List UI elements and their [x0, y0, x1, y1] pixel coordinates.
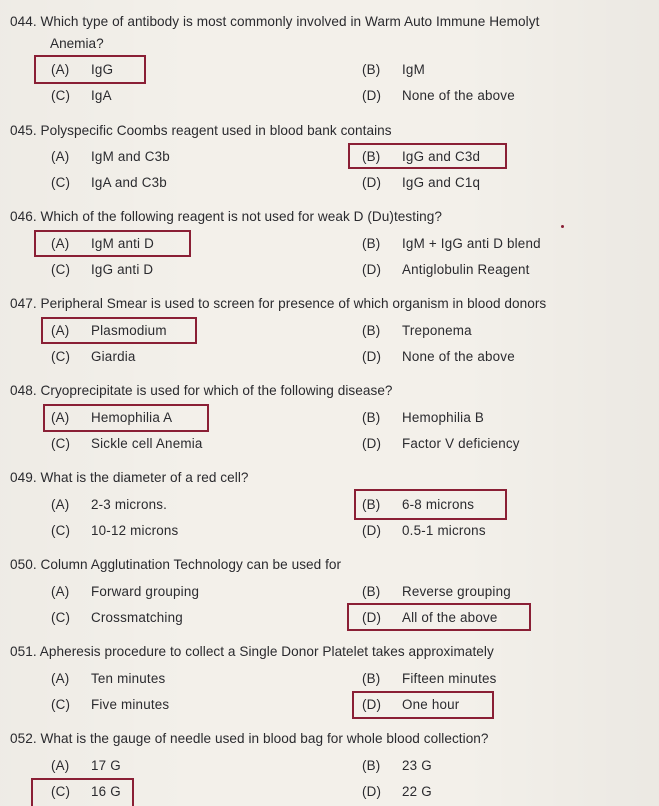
question-number: 049.	[10, 470, 37, 485]
answer-highlight-box	[43, 404, 209, 432]
option-letter: (D)	[362, 262, 382, 277]
option-label: Five minutes	[91, 697, 170, 712]
option-label: Hemophilia A	[91, 410, 173, 425]
option-letter: (C)	[51, 436, 71, 451]
option-letter: (B)	[362, 758, 381, 773]
option-b[interactable]	[362, 583, 511, 601]
option-label: None of the above	[402, 88, 515, 103]
question-number: 046.	[10, 209, 37, 224]
option-c[interactable]	[51, 522, 178, 540]
question-text	[10, 13, 539, 31]
option-label: 10-12 microns	[91, 523, 179, 538]
option-label: Treponema	[402, 323, 472, 338]
option-label: One hour	[402, 697, 460, 712]
option-label: 2-3 microns.	[91, 497, 168, 512]
option-d[interactable]	[362, 261, 530, 279]
question-text	[10, 643, 494, 661]
answer-highlight-box	[31, 778, 134, 806]
option-a[interactable]	[51, 757, 121, 775]
answer-highlight-box	[347, 603, 531, 631]
question-text	[10, 556, 341, 574]
option-d[interactable]	[362, 174, 480, 192]
option-letter: (A)	[51, 62, 70, 77]
option-label: IgA and C3b	[91, 175, 167, 190]
option-letter: (D)	[362, 436, 382, 451]
option-label: IgM + IgG anti D blend	[402, 236, 541, 251]
option-a[interactable]	[51, 148, 170, 166]
option-b[interactable]	[362, 670, 497, 688]
option-letter: (A)	[51, 236, 70, 251]
option-label: All of the above	[402, 610, 498, 625]
option-letter: (A)	[51, 149, 70, 164]
option-letter: (A)	[51, 758, 70, 773]
option-letter: (D)	[362, 697, 382, 712]
option-label: Giardia	[91, 349, 136, 364]
option-label: Hemophilia B	[402, 410, 485, 425]
option-a[interactable]	[51, 496, 167, 514]
option-letter: (C)	[51, 784, 71, 799]
question-text	[10, 730, 489, 748]
option-d[interactable]	[362, 87, 515, 105]
question-number: 047.	[10, 296, 37, 311]
option-c[interactable]	[51, 174, 167, 192]
option-c[interactable]	[51, 696, 169, 714]
option-letter: (D)	[362, 610, 382, 625]
option-label: Factor V deficiency	[402, 436, 520, 451]
question-stem: Which type of antibody is most commonly involved in Warm Auto Immune Hemolyt	[40, 14, 540, 29]
option-letter: (D)	[362, 523, 382, 538]
option-a[interactable]	[51, 583, 199, 601]
question-text	[10, 382, 393, 400]
option-label: Fifteen minutes	[402, 671, 497, 686]
question-number: 048.	[10, 383, 37, 398]
option-letter: (B)	[362, 62, 381, 77]
option-c[interactable]	[51, 609, 183, 627]
option-label: IgG	[91, 62, 114, 77]
question-text	[10, 208, 442, 226]
option-letter: (A)	[51, 323, 70, 338]
question-stem: Cryoprecipitate is used for which of the following disease?	[40, 383, 393, 398]
option-letter: (B)	[362, 671, 381, 686]
option-label: Forward grouping	[91, 584, 200, 599]
option-letter: (B)	[362, 149, 381, 164]
option-letter: (C)	[51, 175, 71, 190]
question-stem: What is the diameter of a red cell?	[40, 470, 249, 485]
answer-highlight-box	[348, 143, 507, 169]
option-d[interactable]	[362, 783, 432, 801]
option-label: Sickle cell Anemia	[91, 436, 203, 451]
question-number: 044.	[10, 14, 37, 29]
option-letter: (C)	[51, 523, 71, 538]
option-b[interactable]	[362, 409, 484, 427]
option-b[interactable]	[362, 757, 432, 775]
option-label: Plasmodium	[91, 323, 167, 338]
question-text	[10, 469, 249, 487]
option-letter: (C)	[51, 697, 71, 712]
option-d[interactable]	[362, 522, 486, 540]
option-label: None of the above	[402, 349, 515, 364]
option-letter: (A)	[51, 497, 70, 512]
option-letter: (C)	[51, 262, 71, 277]
option-letter: (B)	[362, 584, 381, 599]
option-letter: (D)	[362, 88, 382, 103]
option-label: 22 G	[402, 784, 432, 799]
answer-highlight-box	[354, 489, 507, 520]
option-d[interactable]	[362, 435, 520, 453]
question-stem: What is the gauge of needle used in blood bag for whole blood collection?	[40, 731, 489, 746]
option-label: 16 G	[91, 784, 121, 799]
option-b[interactable]	[362, 61, 425, 79]
question-stem: Peripheral Smear is used to screen for presence of which organism in blood donors	[40, 296, 547, 311]
question-number: 045.	[10, 123, 37, 138]
answer-highlight-box	[352, 691, 494, 719]
option-letter: (B)	[362, 236, 381, 251]
question-stem-continued: Anemia?	[50, 36, 104, 51]
option-c[interactable]	[51, 348, 136, 366]
option-letter: (B)	[362, 497, 381, 512]
option-letter: (C)	[51, 349, 71, 364]
option-letter: (C)	[51, 610, 71, 625]
question-number: 050.	[10, 557, 37, 572]
option-label: IgM anti D	[91, 236, 155, 251]
question-number: 051.	[10, 644, 37, 659]
option-label: 23 G	[402, 758, 432, 773]
option-d[interactable]	[362, 348, 515, 366]
option-label: Crossmatching	[91, 610, 183, 625]
option-c[interactable]	[51, 435, 203, 453]
option-label: 0.5-1 microns	[402, 523, 486, 538]
option-c[interactable]	[51, 261, 153, 279]
option-label: 6-8 microns	[402, 497, 475, 512]
answer-highlight-box	[34, 230, 191, 257]
option-letter: (A)	[51, 584, 70, 599]
question-stem: Polyspecific Coombs reagent used in blood bank contains	[40, 123, 392, 138]
option-label: 17 G	[91, 758, 121, 773]
option-label: IgG and C1q	[402, 175, 481, 190]
option-label: Antiglobulin Reagent	[402, 262, 530, 277]
option-label: IgG and C3d	[402, 149, 481, 164]
option-letter: (D)	[362, 175, 382, 190]
option-label: IgM and C3b	[91, 149, 170, 164]
option-letter: (A)	[51, 671, 70, 686]
option-label: Reverse grouping	[402, 584, 511, 599]
option-label: Ten minutes	[91, 671, 166, 686]
option-letter: (D)	[362, 349, 382, 364]
question-stem: Which of the following reagent is not used for weak D (Du)testing?	[40, 209, 442, 224]
option-label: IgM	[402, 62, 425, 77]
option-letter: (D)	[362, 784, 382, 799]
option-a[interactable]	[51, 670, 165, 688]
option-label: IgG anti D	[91, 262, 154, 277]
question-stem: Apheresis procedure to collect a Single Donor Platelet takes approximately	[39, 644, 494, 659]
question-text	[10, 122, 392, 140]
question-number: 052.	[10, 731, 37, 746]
question-stem: Column Agglutination Technology can be used for	[40, 557, 342, 572]
option-b[interactable]	[362, 322, 472, 340]
answer-highlight-box	[41, 317, 197, 344]
question-text	[10, 295, 546, 313]
option-b[interactable]	[362, 235, 541, 253]
option-letter: (C)	[51, 88, 71, 103]
option-c[interactable]	[51, 87, 112, 105]
option-letter: (B)	[362, 323, 381, 338]
ink-dot	[561, 225, 564, 228]
option-letter: (B)	[362, 410, 381, 425]
option-letter: (A)	[51, 410, 70, 425]
option-label: IgA	[91, 88, 112, 103]
answer-highlight-box	[34, 55, 146, 84]
